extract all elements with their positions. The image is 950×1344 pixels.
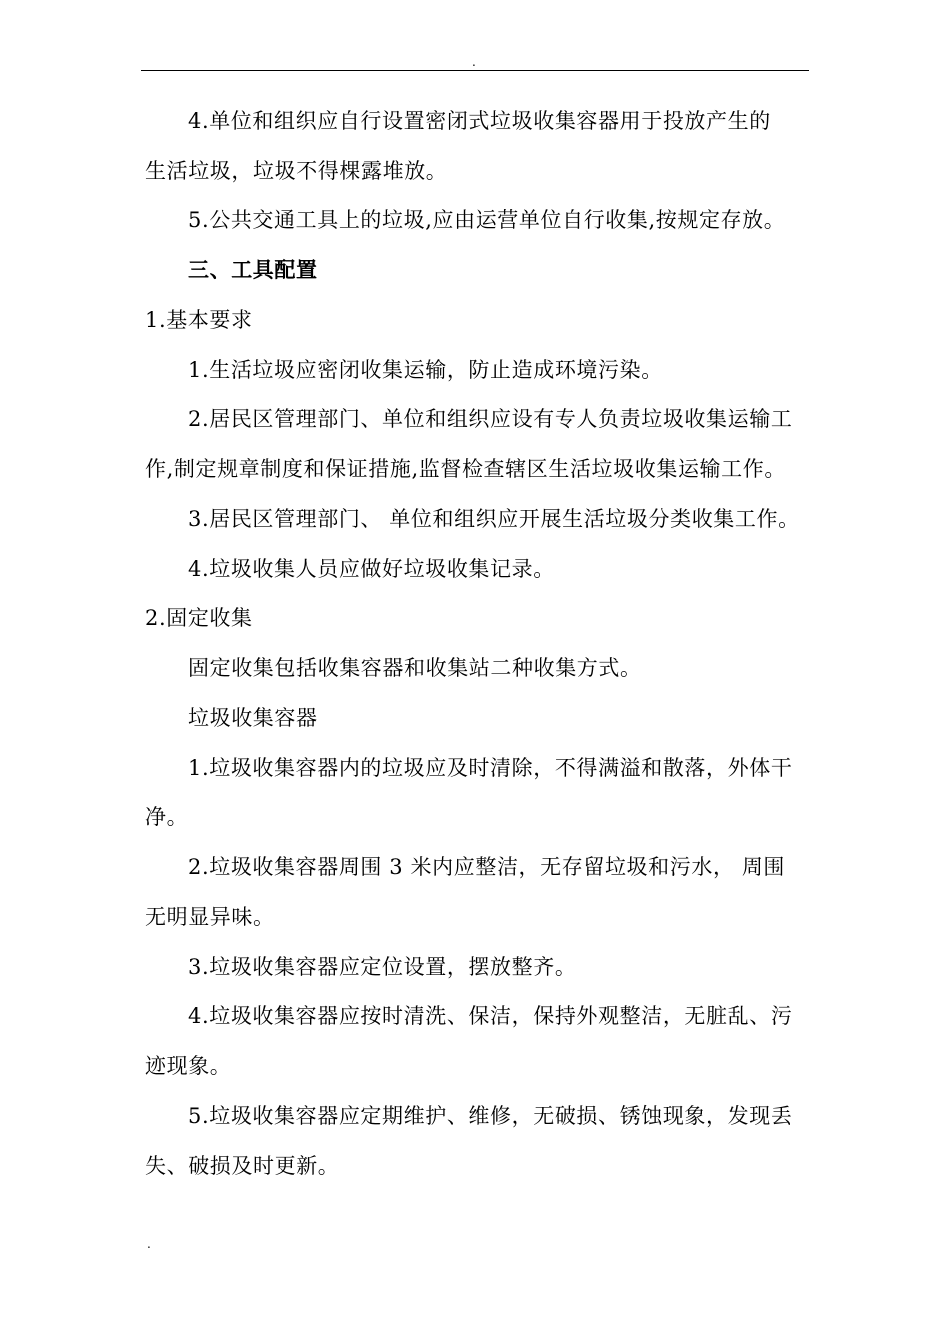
paragraph-line: 4.垃圾收集人员应做好垃圾收集记录。 bbox=[188, 557, 555, 581]
paragraph-line: 5.公共交通工具上的垃圾,应由运营单位自行收集,按规定存放。 bbox=[188, 208, 786, 232]
paragraph-line: 固定收集包括收集容器和收集站二种收集方式。 bbox=[188, 656, 642, 680]
paragraph-line: 3.垃圾收集容器应定位设置，摆放整齐。 bbox=[188, 955, 577, 979]
paragraph-line: 净。 bbox=[145, 805, 189, 829]
paragraph-line: 3.居民区管理部门、 单位和组织应开展生活垃圾分类收集工作。 bbox=[188, 507, 800, 531]
section-heading: 三、工具配置 bbox=[188, 257, 318, 282]
paragraph-line: 4.垃圾收集容器应按时清洗、保洁，保持外观整洁，无脏乱、污 bbox=[188, 1004, 793, 1028]
subsection-heading: 1.基本要求 bbox=[145, 308, 253, 332]
paragraph-line: 2.居民区管理部门、单位和组织应设有专人负责垃圾收集运输工 bbox=[188, 407, 793, 431]
paragraph-line: 失、破损及时更新。 bbox=[145, 1154, 340, 1178]
paragraph-line: 无明显异味。 bbox=[145, 905, 275, 929]
paragraph-line: 2.垃圾收集容器周围 3 米内应整洁，无存留垃圾和污水， 周围 bbox=[188, 855, 786, 879]
paragraph-line: 生活垃圾，垃圾不得棵露堆放。 bbox=[145, 159, 448, 183]
paragraph-line: 5.垃圾收集容器应定期维护、维修，无破损、锈蚀现象，发现丢 bbox=[188, 1104, 793, 1128]
paragraph-line: 1.垃圾收集容器内的垃圾应及时清除，不得满溢和散落，外体干 bbox=[188, 756, 793, 780]
paragraph-line: 作,制定规章制度和保证措施,监督检查辖区生活垃圾收集运输工作。 bbox=[145, 457, 786, 481]
paragraph-line: 迹现象。 bbox=[145, 1054, 232, 1078]
footer-mark: . bbox=[147, 1237, 151, 1251]
header-rule bbox=[141, 70, 809, 71]
header-mark: . bbox=[472, 55, 476, 69]
subsection-heading: 2.固定收集 bbox=[145, 606, 253, 630]
paragraph-line: 1.生活垃圾应密闭收集运输，防止造成环境污染。 bbox=[188, 358, 663, 382]
paragraph-line: 4.单位和组织应自行设置密闭式垃圾收集容器用于投放产生的 bbox=[188, 109, 771, 133]
paragraph-line: 垃圾收集容器 bbox=[188, 706, 318, 730]
